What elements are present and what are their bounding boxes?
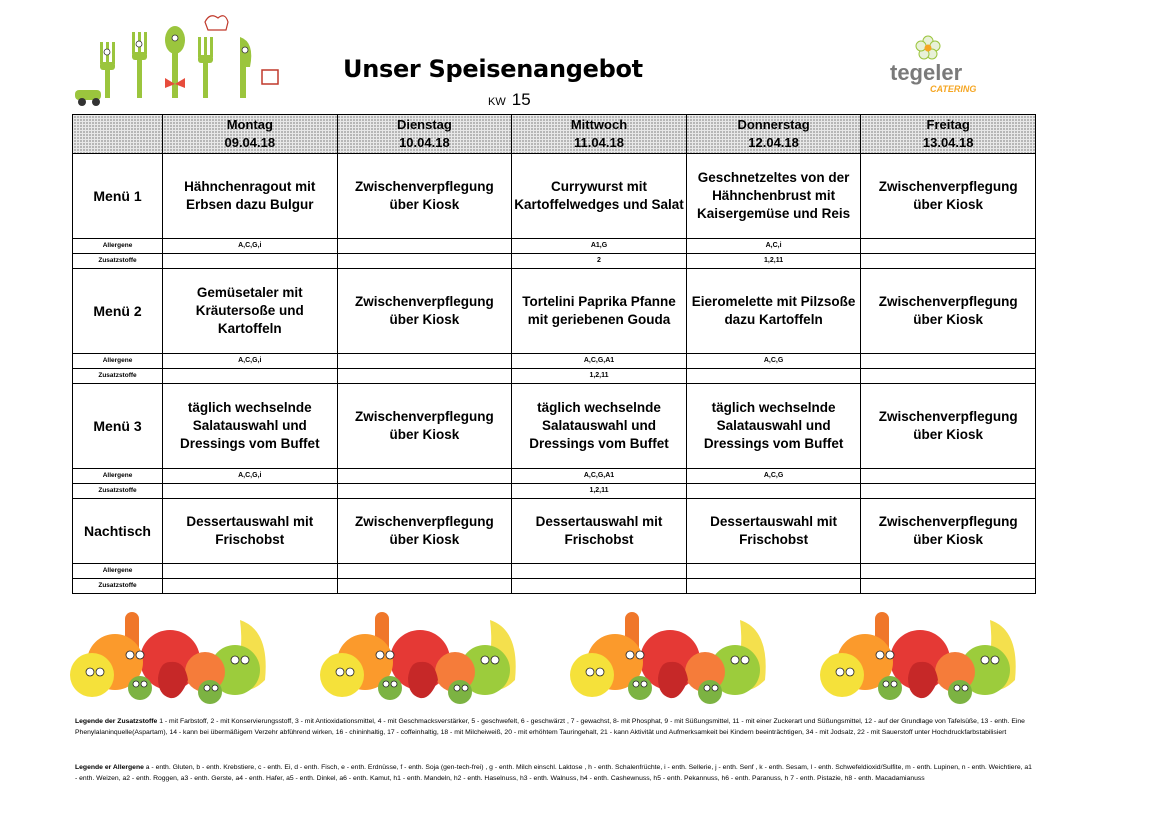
dish-cell: Eieromelette mit Pilzsoße dazu Kartoffeln bbox=[686, 269, 861, 354]
zusatzstoffe-cell: 1,2,11 bbox=[512, 484, 687, 499]
zusatzstoffe-cell bbox=[686, 484, 861, 499]
dish-cell: Dessertauswahl mit Frischobst bbox=[686, 499, 861, 564]
dish-cell: Tortelini Paprika Pfanne mit geriebenen Gouda bbox=[512, 269, 687, 354]
zusatzstoffe-cell: 1,2,11 bbox=[512, 369, 687, 384]
zusatzstoffe-cell bbox=[861, 369, 1036, 384]
zusatzstoffe-cell bbox=[861, 484, 1036, 499]
allergene-cell bbox=[337, 469, 512, 484]
fruit-characters-icon bbox=[570, 600, 780, 710]
legend-allergene bbox=[75, 762, 1035, 784]
brand-name: tegeler bbox=[890, 60, 963, 85]
allergene-cell bbox=[337, 354, 512, 369]
zusatzstoffe-cell bbox=[163, 579, 338, 594]
allergene-cell: A,C,G,i bbox=[163, 469, 338, 484]
dish-cell: Geschnetzeltes von der Hähnchenbrust mit Kaisergemüse und Reis bbox=[686, 154, 861, 239]
zusatzstoffe-row bbox=[73, 369, 1036, 384]
zusatzstoffe-label: Zusatzstoffe bbox=[73, 579, 163, 594]
zusatzstoffe-cell bbox=[163, 369, 338, 384]
brand-subtitle: CATERING bbox=[930, 84, 977, 94]
allergene-cell: A,C,G,i bbox=[163, 354, 338, 369]
dish-cell: Zwischenverpflegung über Kiosk bbox=[861, 499, 1036, 564]
menu-row bbox=[73, 499, 1036, 564]
fruit-characters-icon bbox=[320, 600, 530, 710]
allergene-cell: A1,G bbox=[512, 239, 687, 254]
allergene-row bbox=[73, 354, 1036, 369]
day-header: Mittwoch 11.04.18 bbox=[512, 115, 687, 154]
dish-cell: Zwischenverpflegung über Kiosk bbox=[337, 499, 512, 564]
zusatzstoffe-cell: 2 bbox=[512, 254, 687, 269]
menu-table bbox=[72, 114, 1036, 594]
zusatzstoffe-label: Zusatzstoffe bbox=[73, 484, 163, 499]
allergene-label: Allergene bbox=[73, 354, 163, 369]
zusatzstoffe-row bbox=[73, 484, 1036, 499]
allergene-cell: A,C,G,A1 bbox=[512, 469, 687, 484]
zusatzstoffe-cell bbox=[686, 369, 861, 384]
allergene-cell bbox=[337, 239, 512, 254]
allergene-row bbox=[73, 564, 1036, 579]
menu-row bbox=[73, 384, 1036, 469]
dish-cell: Dessertauswahl mit Frischobst bbox=[163, 499, 338, 564]
menu-label: Nachtisch bbox=[73, 499, 163, 564]
zusatzstoffe-cell bbox=[337, 254, 512, 269]
page-title: Unser Speisenangebot bbox=[343, 55, 643, 83]
allergene-cell bbox=[861, 354, 1036, 369]
zusatzstoffe-cell bbox=[512, 579, 687, 594]
allergene-cell: A,C,i bbox=[686, 239, 861, 254]
menu-label: Menü 3 bbox=[73, 384, 163, 469]
zusatzstoffe-cell bbox=[337, 579, 512, 594]
allergene-cell: A,C,G bbox=[686, 469, 861, 484]
menu-label: Menü 2 bbox=[73, 269, 163, 354]
allergene-row bbox=[73, 469, 1036, 484]
allergene-cell: A,C,G,A1 bbox=[512, 354, 687, 369]
allergene-cell bbox=[861, 469, 1036, 484]
allergene-cell bbox=[163, 564, 338, 579]
dish-cell: Hähnchenragout mit Erbsen dazu Bulgur bbox=[163, 154, 338, 239]
zusatzstoffe-cell bbox=[686, 579, 861, 594]
zusatzstoffe-cell: 1,2,11 bbox=[686, 254, 861, 269]
dish-cell: Dessertauswahl mit Frischobst bbox=[512, 499, 687, 564]
menu-label: Menü 1 bbox=[73, 154, 163, 239]
allergene-label: Allergene bbox=[73, 239, 163, 254]
kw-number: 15 bbox=[511, 90, 531, 109]
legend-allergen-text: a - enth. Gluten, b - enth. Krebstiere, c - enth. Ei, d - enth. Fisch, e - enth. Erdnüsse, f - enth. Soja (gen-tech-frei) , g - enth. Milch einschl. Laktose , h - enth. Schalenfrüchte, i - enth. Sellerie, j - enth. Senf , k - enth. Sesam, l - enth. Schwefeldioxid/Sulfite, m - enth. Lupinen, n - enth. Weichtiere, a1 - enth. Weizen, a2 - enth. Roggen, a3 - enth. Gerste, a4 - enth. Hafer, a5 - enth. Dinkel, a6 - enth. Kamut, h1 - enth. Mandeln, h2 - enth. Haselnuss, h3 - enth. Walnuss, h4 - enth. Cashewnuss, h5 - enth. Pekannuss, h6 - enth. Paranuss, h 7 - enth. Pistazie, h8 - enth. Macadamianuss bbox=[75, 764, 1032, 782]
allergene-cell bbox=[861, 239, 1036, 254]
dish-cell: täglich wechselnde Salatauswahl und Dressings vom Buffet bbox=[686, 384, 861, 469]
allergene-cell: A,C,G,i bbox=[163, 239, 338, 254]
allergene-label: Allergene bbox=[73, 564, 163, 579]
allergene-cell bbox=[337, 564, 512, 579]
zusatzstoffe-label: Zusatzstoffe bbox=[73, 254, 163, 269]
fruit-characters-icon bbox=[820, 600, 1030, 710]
tegeler-catering-logo-icon bbox=[880, 30, 1000, 100]
allergene-row bbox=[73, 239, 1036, 254]
zusatzstoffe-cell bbox=[163, 484, 338, 499]
dish-cell: Zwischenverpflegung über Kiosk bbox=[861, 269, 1036, 354]
zusatzstoffe-cell bbox=[163, 254, 338, 269]
dish-cell: Zwischenverpflegung über Kiosk bbox=[861, 154, 1036, 239]
header-row bbox=[73, 115, 1036, 154]
menu-row bbox=[73, 269, 1036, 354]
menu-row bbox=[73, 154, 1036, 239]
zusatzstoffe-cell bbox=[861, 254, 1036, 269]
legend-allergen-title: Legende er Allergene bbox=[75, 764, 144, 771]
calendar-week bbox=[488, 90, 531, 110]
day-header: Montag 09.04.18 bbox=[163, 115, 338, 154]
kw-label: KW bbox=[488, 96, 506, 108]
zusatzstoffe-row bbox=[73, 579, 1036, 594]
allergene-cell bbox=[686, 564, 861, 579]
fruit-characters-icon bbox=[70, 600, 280, 710]
dish-cell: täglich wechselnde Salatauswahl und Dressings vom Buffet bbox=[512, 384, 687, 469]
allergene-cell bbox=[861, 564, 1036, 579]
legend-zusatz-text: 1 - mit Farbstoff, 2 - mit Konservierungsstoff, 3 - mit Antioxidationsmittel, 4 - mit Geschmacksverstärker, 5 - geschwefelt, 6 - geschwärzt , 7 - gewachst, 8- mit Phosphat, 9 - mit Süßungsmittel, 11 - mit einer Zuckerart und Süßungsmittel, 12 - auf der Grundlage von Tafelsüße, 13 - enth. Eine Phenylalaninquelle(Aspartam), 14 - kann bei übermäßigem Verzehr abführend wirken, 16 - chininhaltig, 17 - coffeinhaltig, 18 - mit Milcheiweiß, 20 - mit erhöhtem Tauringehalt, 21 - kann Aktivität und Aufmerksamkeit bei Kindern beeinträchtigen, 34 - mit Jodsalz, 22 - mit Sauerstoff unter Hochdruckfarbstabilisiert bbox=[75, 718, 1025, 736]
zusatzstoffe-label: Zusatzstoffe bbox=[73, 369, 163, 384]
day-header: Freitag 13.04.18 bbox=[861, 115, 1036, 154]
zusatzstoffe-row bbox=[73, 254, 1036, 269]
legend-zusatz-title: Legende der Zusatzstoffe bbox=[75, 718, 158, 725]
day-header: Dienstag 10.04.18 bbox=[337, 115, 512, 154]
legend-zusatzstoffe bbox=[75, 716, 1035, 738]
zusatzstoffe-cell bbox=[337, 369, 512, 384]
zusatzstoffe-cell bbox=[337, 484, 512, 499]
corner-cell bbox=[73, 115, 163, 154]
dish-cell: Zwischenverpflegung über Kiosk bbox=[861, 384, 1036, 469]
day-header: Donnerstag 12.04.18 bbox=[686, 115, 861, 154]
dish-cell: Zwischenverpflegung über Kiosk bbox=[337, 384, 512, 469]
dish-cell: Gemüsetaler mit Kräutersoße und Kartoffeln bbox=[163, 269, 338, 354]
dish-cell: täglich wechselnde Salatauswahl und Dressings vom Buffet bbox=[163, 384, 338, 469]
dish-cell: Zwischenverpflegung über Kiosk bbox=[337, 269, 512, 354]
allergene-cell bbox=[512, 564, 687, 579]
allergene-cell: A,C,G bbox=[686, 354, 861, 369]
dish-cell: Currywurst mit Kartoffelwedges und Salat bbox=[512, 154, 687, 239]
cutlery-logo-icon bbox=[70, 12, 300, 112]
dish-cell: Zwischenverpflegung über Kiosk bbox=[337, 154, 512, 239]
allergene-label: Allergene bbox=[73, 469, 163, 484]
zusatzstoffe-cell bbox=[861, 579, 1036, 594]
fruit-decoration bbox=[70, 600, 1030, 710]
